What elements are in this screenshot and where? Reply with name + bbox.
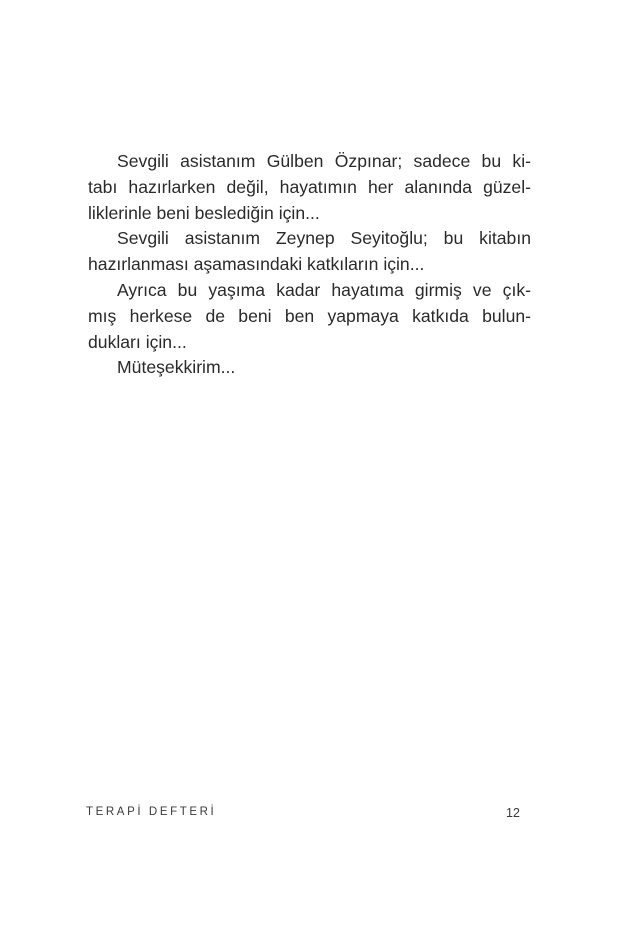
text-line: mış herkese de beni ben yapmaya katkıda bulun- bbox=[88, 305, 531, 326]
text-line: dukları için... bbox=[88, 331, 187, 352]
text-line: Sevgili asistanım Gülben Özpınar; sadece bu ki- bbox=[117, 151, 531, 171]
text-line: Sevgili asistanım Zeynep Seyitoğlu; bu kitabın bbox=[117, 228, 531, 249]
running-title: TERAPİ DEFTERİ bbox=[86, 806, 217, 818]
text-line: Ayrıca bu yaşıma kadar hayatıma girmiş ve çık- bbox=[117, 279, 531, 300]
acknowledgements-text bbox=[88, 149, 531, 381]
text-line: hazırlanması aşamasındaki katkıların için... bbox=[88, 254, 425, 275]
text-line: liklerinle beni beslediğin için... bbox=[88, 202, 320, 223]
text-line: Müteşekkirim... bbox=[117, 357, 236, 378]
page-number: 12 bbox=[506, 806, 520, 820]
text-line: tabı hazırlarken değil, hayatımın her alanında güzel- bbox=[88, 176, 531, 197]
